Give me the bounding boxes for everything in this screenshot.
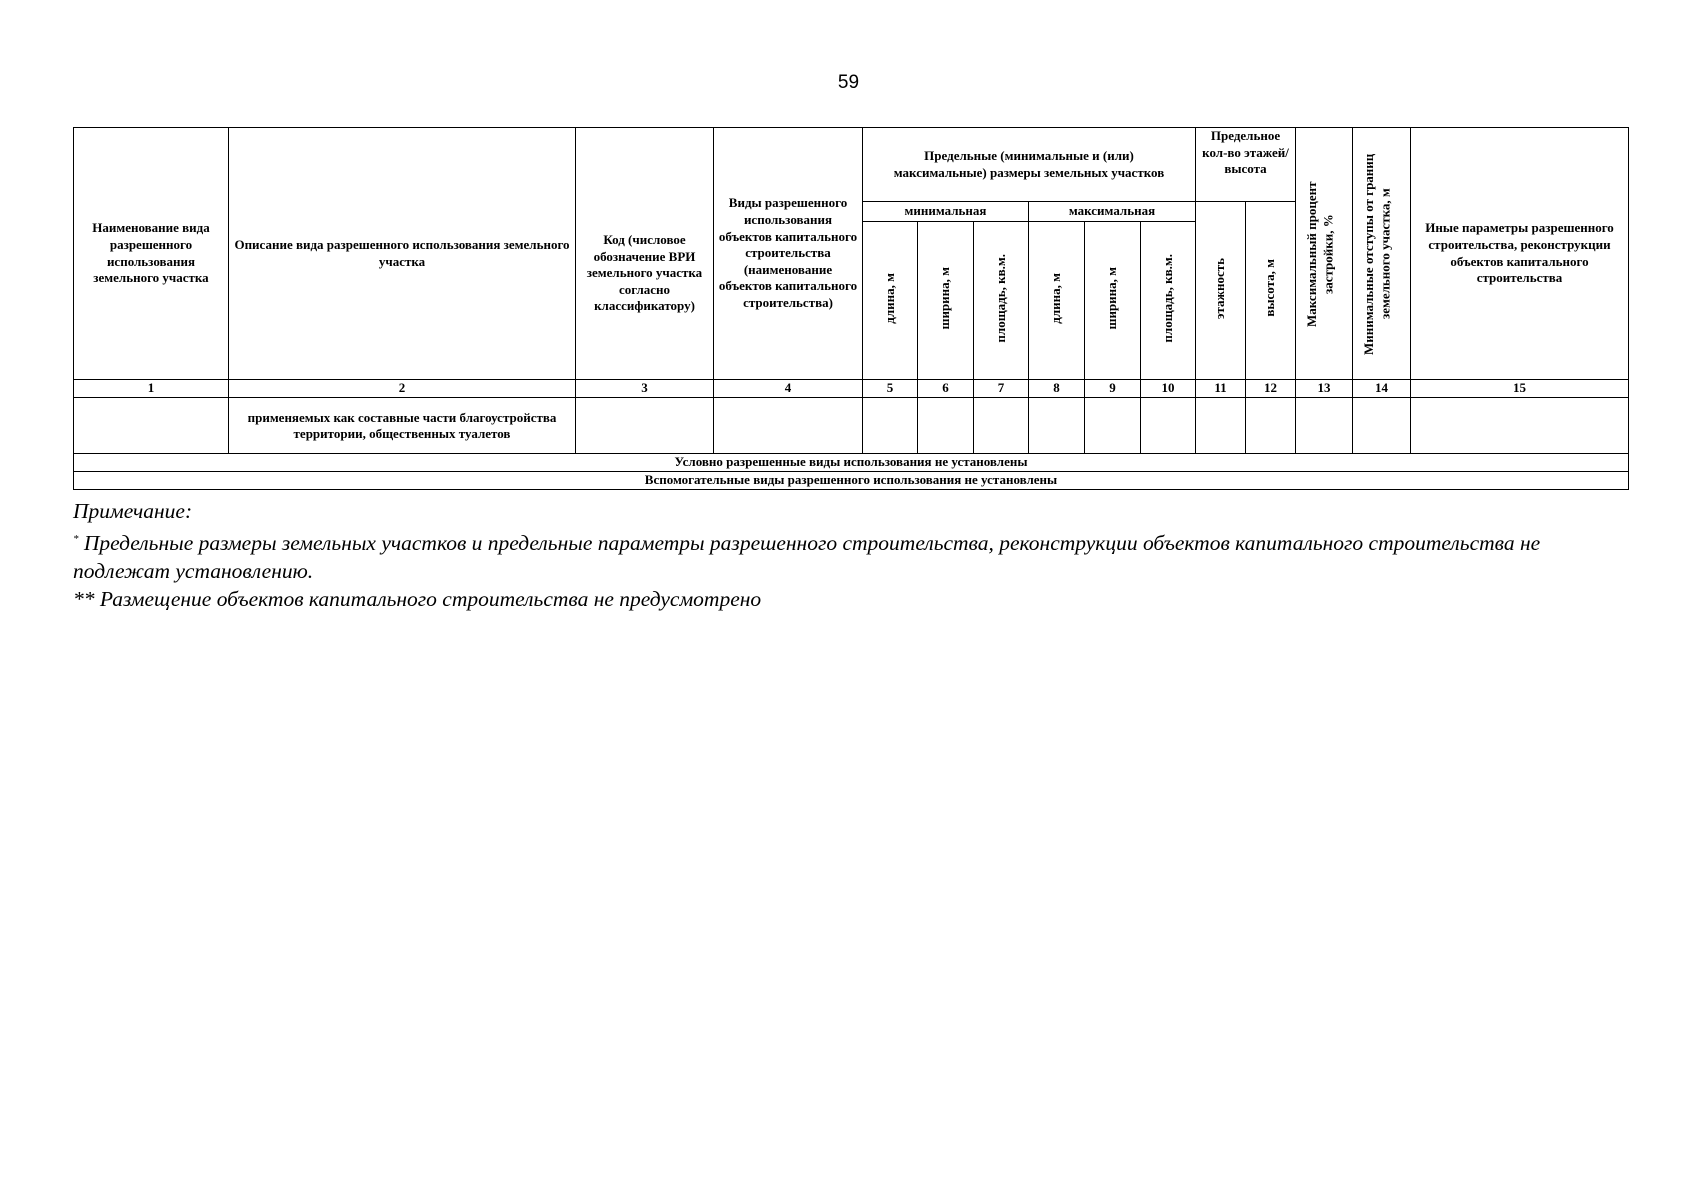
column-number: 14	[1353, 380, 1411, 398]
auxiliary-uses-row: Вспомогательные виды разрешенного использования не установлены	[74, 472, 1629, 490]
data-cell-col7	[974, 398, 1029, 454]
column-number: 12	[1246, 380, 1296, 398]
header-limits-group: Предельные (минимальные и (или) максимальные) размеры земельных участков	[863, 128, 1196, 202]
header-floors-group: Предельное кол-во этажей/ высота	[1196, 128, 1296, 202]
column-number: 3	[576, 380, 714, 398]
column-number: 15	[1411, 380, 1629, 398]
data-cell-col10	[1141, 398, 1196, 454]
header-col5: длина, м	[863, 222, 918, 380]
column-number: 7	[974, 380, 1029, 398]
column-number: 6	[918, 380, 974, 398]
data-cell-col2: применяемых как составные части благоустройства территории, общественных туалетов	[229, 398, 576, 454]
data-cell-col4	[714, 398, 863, 454]
conditional-uses-row: Условно разрешенные виды использования не установлены	[74, 454, 1629, 472]
header-col4: Виды разрешенного использования объектов капитального строительства (наименование объектов капитального строительства)	[714, 128, 863, 380]
note-1-text: Предельные размеры земельных участков и предельные параметры разрешенного строительства, реконструкции объектов капитального строительства не подлежат установлению.	[73, 531, 1541, 583]
header-col14	[1353, 128, 1411, 380]
data-cell-col6	[918, 398, 974, 454]
note-1	[73, 525, 1633, 585]
column-number: 2	[229, 380, 576, 398]
data-cell-col11	[1196, 398, 1246, 454]
header-col13-text: Максимальный процент застройки, %	[1304, 180, 1336, 327]
header-col14-text: Минимальные отступы от границ земельного участка, м	[1360, 152, 1393, 355]
notes-title: Примечание:	[73, 499, 193, 523]
header-col15: Иные параметры разрешенного строительства, реконструкции объектов капитального строительства	[1411, 128, 1629, 380]
header-col2: Описание вида разрешенного использования земельного участка	[229, 128, 576, 380]
column-number: 5	[863, 380, 918, 398]
data-cell-col8	[1029, 398, 1085, 454]
table-row	[74, 398, 1629, 454]
page-number: 59	[837, 72, 860, 93]
column-number: 11	[1196, 380, 1246, 398]
header-col6: ширина, м	[918, 222, 974, 380]
header-col12: высота, м	[1246, 202, 1296, 380]
header-col7: площадь, кв.м.	[974, 222, 1029, 380]
header-col10: площадь, кв.м.	[1141, 222, 1196, 380]
header-col11: этажность	[1196, 202, 1246, 380]
header-max-group: максимальная	[1029, 202, 1196, 222]
column-number: 13	[1296, 380, 1353, 398]
header-col13	[1296, 128, 1353, 380]
data-cell-col3	[576, 398, 714, 454]
data-cell-col1	[74, 398, 229, 454]
note-1-mark: *	[73, 533, 79, 545]
zoning-regulations-table	[73, 127, 1629, 490]
header-col8: длина, м	[1029, 222, 1085, 380]
header-col9: ширина, м	[1085, 222, 1141, 380]
column-number: 10	[1141, 380, 1196, 398]
header-col3: Код (числовое обозначение ВРИ земельного участка согласно классификатору)	[576, 128, 714, 380]
data-cell-col14	[1353, 398, 1411, 454]
note-2: ** Размещение объектов капитального строительства не предусмотрено	[73, 587, 762, 611]
column-number: 4	[714, 380, 863, 398]
header-col1: Наименование вида разрешенного использования земельного участка	[74, 128, 229, 380]
column-number: 9	[1085, 380, 1141, 398]
column-number: 8	[1029, 380, 1085, 398]
data-cell-col9	[1085, 398, 1141, 454]
data-cell-col12	[1246, 398, 1296, 454]
data-cell-col5	[863, 398, 918, 454]
data-cell-col13	[1296, 398, 1353, 454]
header-min-group: минимальная	[863, 202, 1029, 222]
notes-block	[73, 497, 1633, 613]
column-number: 1	[74, 380, 229, 398]
data-cell-col15	[1411, 398, 1629, 454]
